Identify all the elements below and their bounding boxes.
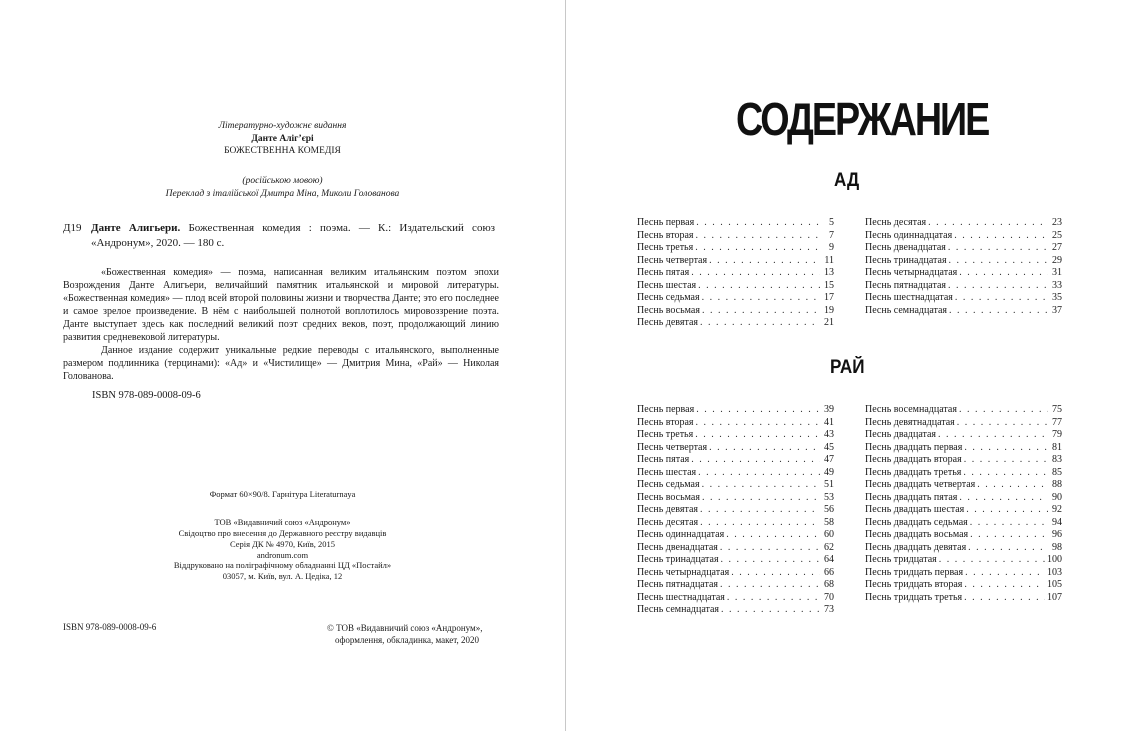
dot-leader	[964, 579, 1045, 592]
toc-entry-page: 23	[1052, 217, 1062, 228]
translators-line: Переклад з італійської Дмитра Міна, Миколи Голованова	[165, 188, 400, 199]
dot-leader	[700, 317, 820, 330]
toc-entry-page: 41	[824, 416, 834, 428]
toc-entry-label: Песнь восьмая	[637, 491, 700, 503]
format-line: Формат 60×90/8. Гарнітура Literaturnaya	[209, 489, 356, 499]
toc-entry	[637, 442, 834, 455]
toc-entry	[865, 554, 1062, 567]
publisher-line: Свідоцтво про внесення до Державного реєстру видавців	[178, 528, 387, 538]
toc-entry-page: 49	[824, 466, 834, 478]
printer-line: Віддруковано на поліграфічному обладнанні ЦД «Постайл»	[173, 560, 392, 570]
dot-leader	[957, 417, 1048, 430]
toc-entry	[865, 417, 1062, 430]
dot-leader	[702, 292, 820, 305]
dot-leader	[964, 454, 1048, 467]
toc-entry-page: 73	[824, 604, 834, 615]
imprint-header	[130, 120, 435, 158]
toc-entry	[637, 529, 834, 542]
catalog-text: Божественная комедия : поэма. — К.: Издательский союз «Андронум», 2020. — 180 с.	[91, 222, 496, 249]
toc-entry	[637, 317, 834, 330]
printer-info	[130, 560, 435, 582]
dot-leader	[702, 305, 820, 318]
toc-entry	[865, 579, 1062, 592]
publisher-website: andronum.com	[256, 550, 309, 560]
toc-entry	[865, 504, 1062, 517]
dot-leader	[721, 604, 820, 617]
toc-entry-label: Песнь вторая	[637, 229, 694, 241]
copyright-line: © ТОВ «Видавничий союз «Андронум»,	[327, 623, 483, 633]
toc-entry-page: 90	[1052, 491, 1062, 503]
toc-entry-label: Песнь одиннадцатая	[865, 229, 953, 241]
toc-entry	[637, 305, 834, 318]
toc-entry-page: 21	[824, 317, 834, 328]
book-title: БОЖЕСТВЕННА КОМЕДІЯ	[224, 146, 341, 156]
toc-entry	[637, 579, 834, 592]
toc-entry-label: Песнь девятая	[637, 504, 699, 515]
dot-leader	[938, 429, 1048, 442]
footer-isbn: ISBN 978-089-0008-09-6	[63, 622, 157, 632]
toc-entry-page: 60	[824, 529, 834, 540]
toc-entry	[637, 592, 834, 605]
dot-leader	[970, 517, 1048, 530]
dot-leader	[966, 504, 1048, 517]
printer-line: 03057, м. Київ, вул. А. Цедіка, 12	[222, 571, 343, 581]
dot-leader	[702, 479, 820, 492]
toc-entry-label: Песнь семнадцатая	[637, 604, 720, 615]
dot-leader	[720, 579, 820, 592]
toc-entry	[637, 255, 834, 268]
toc-entry-page: 11	[824, 254, 834, 266]
toc-entry-page: 9	[829, 242, 834, 253]
toc-entry	[637, 492, 834, 505]
copyright-line: оформлення, обкладинка, макет, 2020	[335, 635, 480, 645]
dot-leader	[959, 267, 1048, 280]
toc-entry-page: 47	[824, 454, 834, 465]
toc-entry-label: Песнь девятая	[637, 317, 699, 328]
toc-entry-label: Песнь тридцать первая	[865, 566, 964, 578]
dot-leader	[727, 592, 820, 605]
toc-entry	[865, 217, 1062, 230]
toc-entry-label: Песнь тридцать третья	[865, 591, 963, 603]
toc-entry-label: Песнь тринадцатая	[865, 254, 947, 266]
dot-leader	[949, 305, 1048, 318]
toc-entry-label: Песнь десятая	[637, 516, 699, 528]
toc-entry-label: Песнь двадцать вторая	[865, 454, 962, 465]
toc-entry-page: 81	[1052, 441, 1062, 453]
dot-leader	[720, 542, 820, 555]
dot-leader	[726, 529, 820, 542]
toc-entry	[637, 467, 834, 480]
toc-entry	[865, 529, 1062, 542]
toc-entry	[637, 567, 834, 580]
toc-entry-label: Песнь третья	[637, 242, 694, 253]
toc-entry	[865, 592, 1062, 605]
annotation-paragraph: «Божественная комедия» — поэма, написанная великим итальянским поэтом эпохи Возрождения Данте Алигьери, величайший памятник итальянской и мировой литературы. «Божественная комедия» — плод всей второй половины жизни и творчества Данте; это его последнее и самое зрелое произведение. В нём с наибольшей полнотой воплотилось мировоззрение поэта. Данте выступает здесь как последний великий поэт средних веков, поэт, продолжающий линию развития средневековой литературы.	[63, 267, 499, 343]
toc-entry	[637, 217, 834, 230]
toc-entry	[865, 230, 1062, 243]
dot-leader	[700, 517, 820, 530]
toc-entry-page: 64	[824, 554, 834, 565]
toc-entry-label: Песнь десятая	[865, 217, 927, 228]
toc-entry-label: Песнь тринадцатая	[637, 554, 719, 565]
toc-entry-label: Песнь пятнадцатая	[865, 279, 947, 291]
toc-entry-label: Песнь двадцать пятая	[865, 491, 958, 503]
translation-info	[130, 175, 435, 200]
toc-entry	[865, 242, 1062, 255]
toc-entry-page: 29	[1052, 254, 1062, 266]
toc-entry-page: 103	[1047, 566, 1062, 578]
toc-entry-label: Песнь шестнадцатая	[865, 292, 953, 303]
dot-leader	[702, 492, 820, 505]
toc-entry-label: Песнь первая	[637, 404, 695, 415]
toc-entry-page: 68	[824, 579, 834, 590]
toc-entry-label: Песнь двадцать восьмая	[865, 529, 969, 540]
dot-leader	[698, 467, 820, 480]
section-heading-paradise: РАЙ	[830, 357, 865, 378]
toc-entry	[865, 429, 1062, 442]
catalog-entry	[63, 221, 495, 250]
toc-entry	[865, 280, 1062, 293]
toc-entry-label: Песнь двадцать седьмая	[865, 516, 968, 528]
annotation	[63, 266, 499, 383]
toc-entry-page: 85	[1052, 466, 1062, 478]
catalog-author: Данте Алигьери.	[91, 222, 181, 234]
toc-entry-page: 27	[1052, 242, 1062, 253]
toc-entry-page: 105	[1047, 579, 1062, 590]
toc-entry	[637, 404, 834, 417]
toc-entry-page: 79	[1052, 429, 1062, 440]
dot-leader	[709, 255, 820, 268]
toc-entry-page: 98	[1052, 541, 1062, 553]
dot-leader	[968, 542, 1048, 555]
toc-entry-page: 5	[829, 217, 834, 228]
dot-leader	[964, 592, 1045, 605]
toc-entry-page: 94	[1052, 516, 1062, 528]
toc-entry-page: 88	[1052, 479, 1062, 490]
dot-leader	[948, 242, 1048, 255]
toc-entry-label: Песнь пятая	[637, 454, 690, 465]
toc-entry-label: Песнь восьмая	[637, 304, 700, 316]
toc-entry	[637, 429, 834, 442]
isbn: ISBN 978-089-0008-09-6	[92, 390, 201, 401]
toc-entry-page: 19	[824, 304, 834, 316]
catalog-code: Д19	[63, 222, 82, 234]
toc-entry-label: Песнь первая	[637, 217, 695, 228]
annotation-paragraph: Данное издание содержит уникальные редкие переводы с итальянского, выполненные размером подлинника (терцинами): «Ад» и «Чистилище» — Дмитрия Мина, «Рай» — Николая Голованова.	[63, 345, 499, 382]
dot-leader	[695, 242, 820, 255]
publisher-info	[130, 517, 435, 561]
toc-entry	[865, 305, 1062, 318]
toc-entry-page: 77	[1052, 416, 1062, 428]
dot-leader	[696, 404, 820, 417]
toc-entry	[637, 280, 834, 293]
toc-entry-label: Песнь двадцать первая	[865, 441, 963, 453]
toc-entry-label: Песнь шестая	[637, 466, 697, 478]
dot-leader	[696, 230, 820, 243]
toc-entry-label: Песнь шестнадцатая	[637, 591, 725, 603]
edition-type: Літературно-художнє видання	[218, 121, 347, 131]
dot-leader	[939, 554, 1045, 567]
toc-entry-label: Песнь девятнадцатая	[865, 416, 955, 428]
dot-leader	[700, 504, 820, 517]
dot-leader	[977, 479, 1048, 492]
dot-leader	[948, 280, 1048, 293]
toc-entry-label: Песнь двадцатая	[865, 429, 937, 440]
toc-entry-label: Песнь семнадцатая	[865, 304, 948, 316]
dot-leader	[709, 442, 820, 455]
toc-entry	[637, 242, 834, 255]
toc-entry	[865, 404, 1062, 417]
toc-entry-page: 33	[1052, 279, 1062, 291]
toc-entry-label: Песнь седьмая	[637, 479, 700, 490]
dot-leader	[691, 454, 820, 467]
toc-entry-page: 53	[824, 491, 834, 503]
toc-column	[637, 217, 834, 330]
dot-leader	[698, 280, 820, 293]
copyright	[327, 622, 507, 646]
toc-entry-page: 39	[824, 404, 834, 415]
toc-entry-label: Песнь тридцать вторая	[865, 579, 963, 590]
toc-entry	[865, 467, 1062, 480]
dot-leader	[970, 529, 1048, 542]
toc-entry-label: Песнь шестая	[637, 279, 697, 291]
toc-entry-label: Песнь тридцатая	[865, 554, 937, 565]
toc-entry-page: 62	[824, 541, 834, 553]
dot-leader	[731, 567, 820, 580]
toc-entry-label: Песнь двенадцатая	[637, 541, 718, 553]
toc-entry-page: 15	[824, 279, 834, 291]
toc-entry	[865, 442, 1062, 455]
toc-entry-label: Песнь седьмая	[637, 292, 700, 303]
toc-entry-page: 96	[1052, 529, 1062, 540]
toc-entry	[637, 479, 834, 492]
dot-leader	[691, 267, 820, 280]
toc-column	[865, 404, 1062, 604]
toc-entry-page: 92	[1052, 504, 1062, 515]
toc-entry	[637, 604, 834, 617]
dot-leader	[696, 217, 820, 230]
dot-leader	[696, 417, 820, 430]
toc-entry-label: Песнь четвертая	[637, 441, 708, 453]
toc-entry	[637, 517, 834, 530]
toc-column	[637, 404, 834, 617]
toc-entry-page: 45	[824, 441, 834, 453]
publisher-line: Серія ДК № 4970, Київ, 2015	[229, 539, 336, 549]
toc-entry	[865, 479, 1062, 492]
contents-page	[566, 0, 1130, 731]
toc-entry	[865, 454, 1062, 467]
toc-entry	[865, 567, 1062, 580]
toc-entry-label: Песнь двадцать третья	[865, 466, 962, 478]
toc-entry-page: 70	[824, 591, 834, 603]
toc-entry	[865, 292, 1062, 305]
dot-leader	[695, 429, 820, 442]
publisher-line: ТОВ «Видавничий союз «Андронум»	[214, 517, 351, 527]
toc-entry-label: Песнь вторая	[637, 416, 694, 428]
toc-entry-label: Песнь пятая	[637, 267, 690, 278]
toc-entry-page: 51	[824, 479, 834, 490]
toc-entry	[637, 454, 834, 467]
language-note: (російською мовою)	[242, 176, 323, 186]
toc-entry-page: 7	[829, 229, 834, 241]
toc-entry-label: Песнь пятнадцатая	[637, 579, 719, 590]
toc-entry-label: Песнь восемнадцатая	[865, 404, 957, 415]
section-heading-inferno: АД	[834, 170, 860, 191]
catalog-description	[91, 221, 495, 250]
toc-entry-label: Песнь четырнадцатая	[865, 267, 958, 278]
toc-entry-page: 58	[824, 516, 834, 528]
toc-entry-label: Песнь четырнадцатая	[637, 566, 730, 578]
toc-entry-label: Песнь одиннадцатая	[637, 529, 725, 540]
toc-entry-page: 35	[1052, 292, 1062, 303]
dot-leader	[954, 230, 1048, 243]
toc-entry-page: 37	[1052, 304, 1062, 316]
toc-entry-page: 13	[824, 267, 834, 278]
toc-entry	[637, 554, 834, 567]
dot-leader	[965, 567, 1045, 580]
toc-entry	[865, 542, 1062, 555]
dot-leader	[959, 492, 1048, 505]
dot-leader	[959, 404, 1048, 417]
toc-entry	[637, 230, 834, 243]
toc-entry-label: Песнь двадцать шестая	[865, 504, 965, 515]
dot-leader	[955, 292, 1048, 305]
toc-column	[865, 217, 1062, 317]
toc-entry-page: 31	[1052, 267, 1062, 278]
toc-entry	[637, 292, 834, 305]
toc-entry	[865, 255, 1062, 268]
toc-entry-page: 66	[824, 566, 834, 578]
toc-entry-label: Песнь двадцать девятая	[865, 541, 967, 553]
toc-entry-label: Песнь третья	[637, 429, 694, 440]
toc-entry	[637, 417, 834, 430]
dot-leader	[721, 554, 820, 567]
toc-entry-page: 25	[1052, 229, 1062, 241]
toc-entry-page: 100	[1047, 554, 1062, 565]
dot-leader	[964, 442, 1048, 455]
contents-title: СОДЕРЖАНИЕ	[736, 93, 989, 145]
toc-entry-label: Песнь двадцать четвертая	[865, 479, 976, 490]
toc-entry-page: 75	[1052, 404, 1062, 415]
toc-entry	[637, 267, 834, 280]
toc-entry	[637, 504, 834, 517]
dot-leader	[963, 467, 1048, 480]
toc-entry-page: 17	[824, 292, 834, 303]
toc-entry-label: Песнь четвертая	[637, 254, 708, 266]
toc-entry-label: Песнь двенадцатая	[865, 242, 946, 253]
dot-leader	[928, 217, 1048, 230]
toc-entry	[865, 517, 1062, 530]
toc-entry	[865, 267, 1062, 280]
dot-leader	[949, 255, 1048, 268]
book-author: Данте Аліг’єрі	[251, 133, 314, 144]
toc-entry-page: 107	[1047, 591, 1062, 603]
toc-entry	[865, 492, 1062, 505]
toc-entry	[637, 542, 834, 555]
toc-entry-page: 43	[824, 429, 834, 440]
toc-entry-page: 83	[1052, 454, 1062, 465]
toc-entry-page: 56	[824, 504, 834, 515]
